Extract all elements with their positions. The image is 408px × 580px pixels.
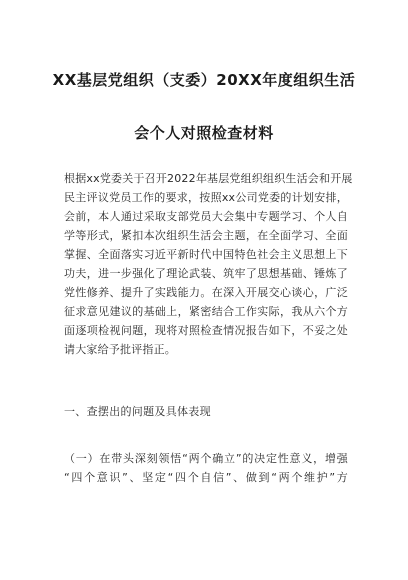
paragraph-line: 请大家给予批评指正。: [64, 343, 176, 356]
paragraph-line: 党性修养、提升了实践能力。在深入开展交心谈心，广泛: [64, 286, 348, 299]
paragraph-line: 民主评议党员工作的要求，按照xx公司党委的计划安排，: [64, 191, 348, 204]
paragraph-line: 功夫，进一步强化了理论武装、筑牢了思想基础、锤炼了: [64, 267, 348, 280]
paragraph-line: （一）在带头深刻领悟“两个确立”的决定性意义，增强: [64, 452, 348, 465]
paragraph-line: 掌握、全面落实习近平新时代中国特色社会主义思想上下: [64, 248, 348, 261]
section-heading: 一、查摆出的问题及具体表现: [64, 405, 211, 418]
paragraph-line: 会前，本人通过采取支部党员大会集中专题学习、个人自: [64, 210, 348, 223]
paragraph-line: 面逐项检视问题，现将对照检查情况报告如下，不妥之处: [64, 324, 348, 337]
paragraph-line: 根据xx党委关于召开2022年基层党组织组织生活会和开展: [64, 172, 353, 185]
paragraph-line: 学等形式，紧扣本次组织生活会主题，在全面学习、全面: [64, 229, 348, 242]
document-title-line-1: XX基层党组织（支委）20XX年度组织生活: [52, 71, 356, 89]
paragraph-line: 征求意见建议的基础上，紧密结合工作实际，我从六个方: [64, 305, 348, 318]
document-title-line-2: 会个人对照检查材料: [134, 124, 274, 142]
paragraph-line: “四个意识”、坚定“四个自信”、做到“两个维护”方: [64, 471, 348, 484]
